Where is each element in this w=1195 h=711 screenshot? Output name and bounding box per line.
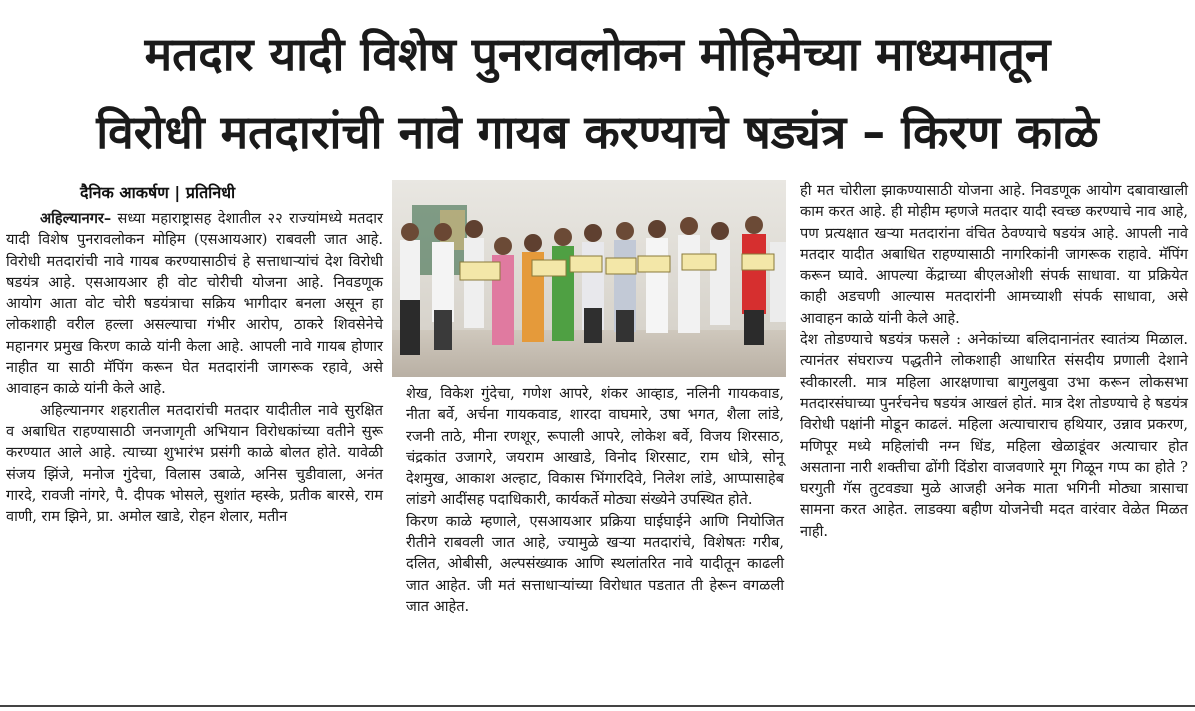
paragraph: शेख, विकेश गुंदेचा, गणेश आपरे, शंकर आव्हाड, नलिनी गायकवाड, नीता बर्वे, अर्चना गायकवाड, शारदा वाघमारे, उषा भगत, शैला लांडे, रजनी ताठे, मीना रणशूर, रूपाली आपरे, लोकेश बर्वे, विजय शिरसाठ, चंद्रकांत उजागरे, जयराम आखाडे, विनोद शिरसाट, राम धोत्रे, सोनू देशमुख, आकाश अल्हाट, विकास भिंगारदिवे, निलेश लांडे, आप्पासाहेब लांडगे आदींसह पदाधिकारी, कार्यकर्ते मोठ्या संख्येने उपस्थित होते.: [406, 385, 784, 509]
photo-illustration: [392, 180, 786, 377]
article-column-2: [406, 383, 784, 617]
dateline: अहिल्यानगर–: [40, 210, 112, 227]
paragraph: किरण काळे म्हणाले, एसआयआर प्रक्रिया घाईघाईने आणि नियोजित रीतीने राबवली जात आहे, ज्यामुळे खऱ्या मतदारांचे, विशेषतः गरीब, दलित, ओबीसी, अल्पसंख्याक आणि स्थलांतरित नावे यादीतून काढली जात आहेत. जी मतं सत्ताधाऱ्यांच्या विरोधात पडतात ती हेरून वगळली जात आहेत.: [406, 512, 784, 615]
paragraph-text: सध्या महाराष्ट्रासह देशातील २२ राज्यांमध्ये मतदार यादी विशेष पुनरावलोकन मोहिम (एसआयआर) राबवली जात आहे. विरोधी मतदारांची नावे गायब करण्यासाठीचं हे सत्ताधाऱ्यांचं देश विरोधी षडयंत्र आहे. एसआयआर ही वोट चोरीची योजना आहे. निवडणूक आयोग आता वोट चोरी षडयंत्राचा सक्रिय भागीदार बनला असून हा लोकशाही वरील हल्ला असल्याचा गंभीर आरोप, ठाकरे शिवसेनेचे महानगर प्रमुख किरण काळे यांनी केला आहे. आपली नावे गायब होणार नाहीत या साठी मॅपिंग करून घेत मतदारांनी जागरूक रहावे, असे आवाहन काळे यांनी केले आहे.: [6, 210, 383, 398]
byline: दैनिक आकर्षण | प्रतिनिधी: [80, 183, 236, 202]
paragraph: अहिल्यानगर शहरातील मतदारांची मतदार यादीतील नावे सुरक्षित व अबाधित राहण्यासाठी जनजागृती अभियान विरोधकांच्या वतीने सुरू करण्यात आले आहे. त्याच्या शुभारंभ प्रसंगी काळे बोलत होते. यावेळी संजय झिंजे, मनोज गुंदेचा, विलास उबाळे, अनिस चुडीवाला, अनंत गारदे, रावजी नांगरे, पै. दीपक भोसले, सुशांत म्हस्के, प्रतीक बारसे, राम वाणी, राम झिने, प्रा. अमोल खाडे, रोहन शेलार, मतीन: [6, 401, 383, 526]
paragraph: [6, 208, 383, 400]
paragraph: ही मत चोरीला झाकण्यासाठी योजना आहे. निवडणूक आयोग दबावाखाली काम करत आहे. ही मोहीम म्हणजे मतदार यादी स्वच्छ करण्याचे नाव आहे, पण प्रत्यक्षात खऱ्या मतदारांना वंचित ठेवण्याचे षडयंत्र आहे. आपली नावे मतदार यादीत अबाधित राहण्यासाठी नागरिकांनी जागरूक राहावे. मॅपिंग करून घ्यावे. आपल्या केंद्राच्या बीएलओशी संपर्क साधावा. या प्रक्रियेत काही अडचणी आल्यास मतदारांनी आमच्याशी संपर्क साधावा, असे आवाहन काळे यांनी केले आहे.: [800, 182, 1188, 327]
headline-line-2: विरोधी मतदारांची नावे गायब करण्याचे षड्यंत्र – किरण काळे: [96, 105, 1099, 159]
bottom-rule: [0, 705, 1195, 707]
article-column-3: [800, 180, 1188, 542]
headline-line-1: मतदार यादी विशेष पुनरावलोकन मोहिमेच्या माध्यमातून: [144, 27, 1051, 81]
group-photo-image: [392, 180, 786, 377]
paragraph: देश तोडण्याचे षडयंत्र फसले : अनेकांच्या बलिदानानंतर स्वातंत्र्य मिळाल. त्यानंतर संघराज्य पद्धतीने लोकशाही आधारित संसदीय प्रणाली देशाने स्वीकारली. मात्र महिला आरक्षणाचा बागुलबुवा उभा करून लोकसभा मतदारसंघाच्या पुनर्रचनेच षडयंत्र आखलं होतं. मात्र देश तोडण्याचे हे षडयंत्र विरोधी पक्षांनी मोडून काढलं. महिला अत्याचाराच हथियार, उन्नाव प्रकरण, मणिपूर मध्ये महिलांची नग्न धिंड, महिला खेळाडूंवर अत्याचार होत असताना नारी शक्तीचा ढोंगी दिंडोरा वाजवणारे मूग गिळून गप्प का होते ? घरगुती गॅस तुटवड्या मुळे आजही अनेक माता भगिनी मोठ्या त्रासाचा सामना करत आहेत. लाडक्या बहीण योजनेची मदत वारंवार वेळेत मिळत नाही.: [800, 331, 1188, 540]
article-column-1: [6, 208, 383, 527]
